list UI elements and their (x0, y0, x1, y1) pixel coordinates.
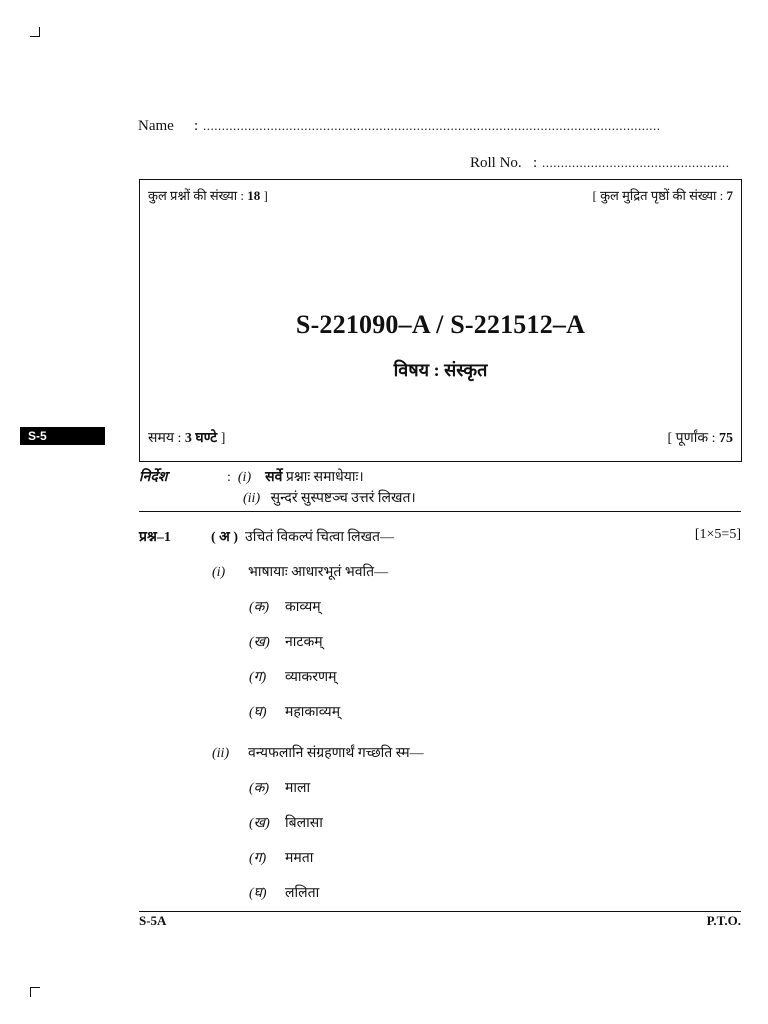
printed-pages-value: 7 (726, 188, 733, 203)
roll-no-field: .................................................. (542, 155, 730, 170)
question-part: ( अ ) (211, 530, 239, 545)
max-marks-label: [ पूर्णांक : (667, 431, 716, 446)
crop-mark-top-left (30, 27, 40, 37)
crop-mark-bottom-left (30, 987, 40, 997)
option-label: (ख) (249, 635, 270, 650)
answer-option (249, 597, 321, 616)
footer-pto: P.T.O. (706, 913, 741, 928)
total-questions-label: कुल प्रश्नों की संख्या : (148, 188, 245, 203)
paper-info-box (139, 179, 742, 462)
answer-option (249, 883, 319, 902)
total-questions-value: 18 (247, 188, 261, 203)
roll-no-colon: : (533, 155, 538, 171)
divider (139, 511, 741, 512)
max-marks (667, 428, 733, 447)
option-label: (ख) (249, 816, 270, 831)
total-questions-close: ] (263, 188, 268, 203)
instruction-text: प्रश्नाः समाधेयाः। (285, 470, 364, 485)
answer-option (249, 667, 337, 686)
name-label: Name (138, 118, 174, 134)
sub-question-text: वन्यफलानि संग्रहणार्थं गच्छति स्म— (248, 746, 424, 761)
footer-code: S-5A (139, 913, 167, 928)
option-text: बिलासा (285, 816, 323, 831)
subject-title: विषय : संस्कृत (393, 360, 488, 380)
sub-question (212, 743, 424, 762)
option-text: ललिता (285, 886, 320, 901)
time-label: समय : (148, 431, 182, 446)
option-text: नाटकम् (285, 635, 323, 650)
option-text: ममता (285, 851, 314, 866)
answer-option (249, 632, 323, 651)
sub-question-text: भाषायाः आधारभूतं भवति— (248, 565, 389, 580)
paper-code: S-221090–A / S-221512–A (295, 310, 586, 339)
answer-option (249, 813, 323, 832)
instruction-number: (i) (237, 470, 252, 485)
max-marks-value: 75 (719, 431, 733, 446)
option-label: (घ) (249, 886, 267, 901)
option-text: काव्यम् (285, 600, 321, 615)
footer-divider (139, 911, 741, 912)
time-close: ] (220, 431, 226, 446)
question-instruction-text: उचितं विकल्पं चित्वा लिखत— (245, 530, 395, 545)
option-label: (क) (249, 781, 270, 796)
printed-pages (592, 186, 733, 204)
instruction-number: (ii) (243, 491, 261, 506)
instruction-bold-word: सर्वे (265, 470, 283, 485)
answer-option (249, 702, 340, 721)
option-text: महाकाव्यम् (285, 705, 341, 720)
answer-option (249, 778, 310, 797)
instruction-item (227, 467, 364, 486)
option-label: (ग) (249, 851, 267, 866)
option-label: (क) (249, 600, 270, 615)
option-label: (घ) (249, 705, 267, 720)
total-questions (148, 186, 268, 204)
time-value: 3 घण्टे (184, 431, 218, 446)
option-text: व्याकरणम् (285, 670, 337, 685)
sub-question-number: (ii) (212, 746, 230, 761)
printed-pages-label: [ कुल मुद्रित पृष्ठों की संख्या : (592, 188, 724, 203)
instructions-label: निर्देश (139, 470, 168, 485)
sub-question (212, 562, 388, 581)
name-colon: : (194, 118, 199, 134)
option-text: माला (285, 781, 311, 796)
question-instruction (211, 527, 394, 546)
instruction-text: सुन्दरं सुस्पष्टञ्च उत्तरं लिखत। (270, 491, 416, 506)
sub-question-number: (i) (212, 565, 226, 580)
question-marks: [1×5=5] (694, 527, 741, 542)
name-field: .......................................................................................................................... (203, 118, 661, 133)
option-label: (ग) (249, 670, 267, 685)
question-number: प्रश्न–1 (139, 530, 171, 545)
instructions-colon: : (227, 470, 231, 485)
side-tab-label: S-5 (20, 427, 105, 445)
instruction-item (243, 488, 416, 507)
time-allowed (148, 428, 225, 447)
roll-no-label: Roll No. (470, 155, 522, 171)
answer-option (249, 848, 313, 867)
